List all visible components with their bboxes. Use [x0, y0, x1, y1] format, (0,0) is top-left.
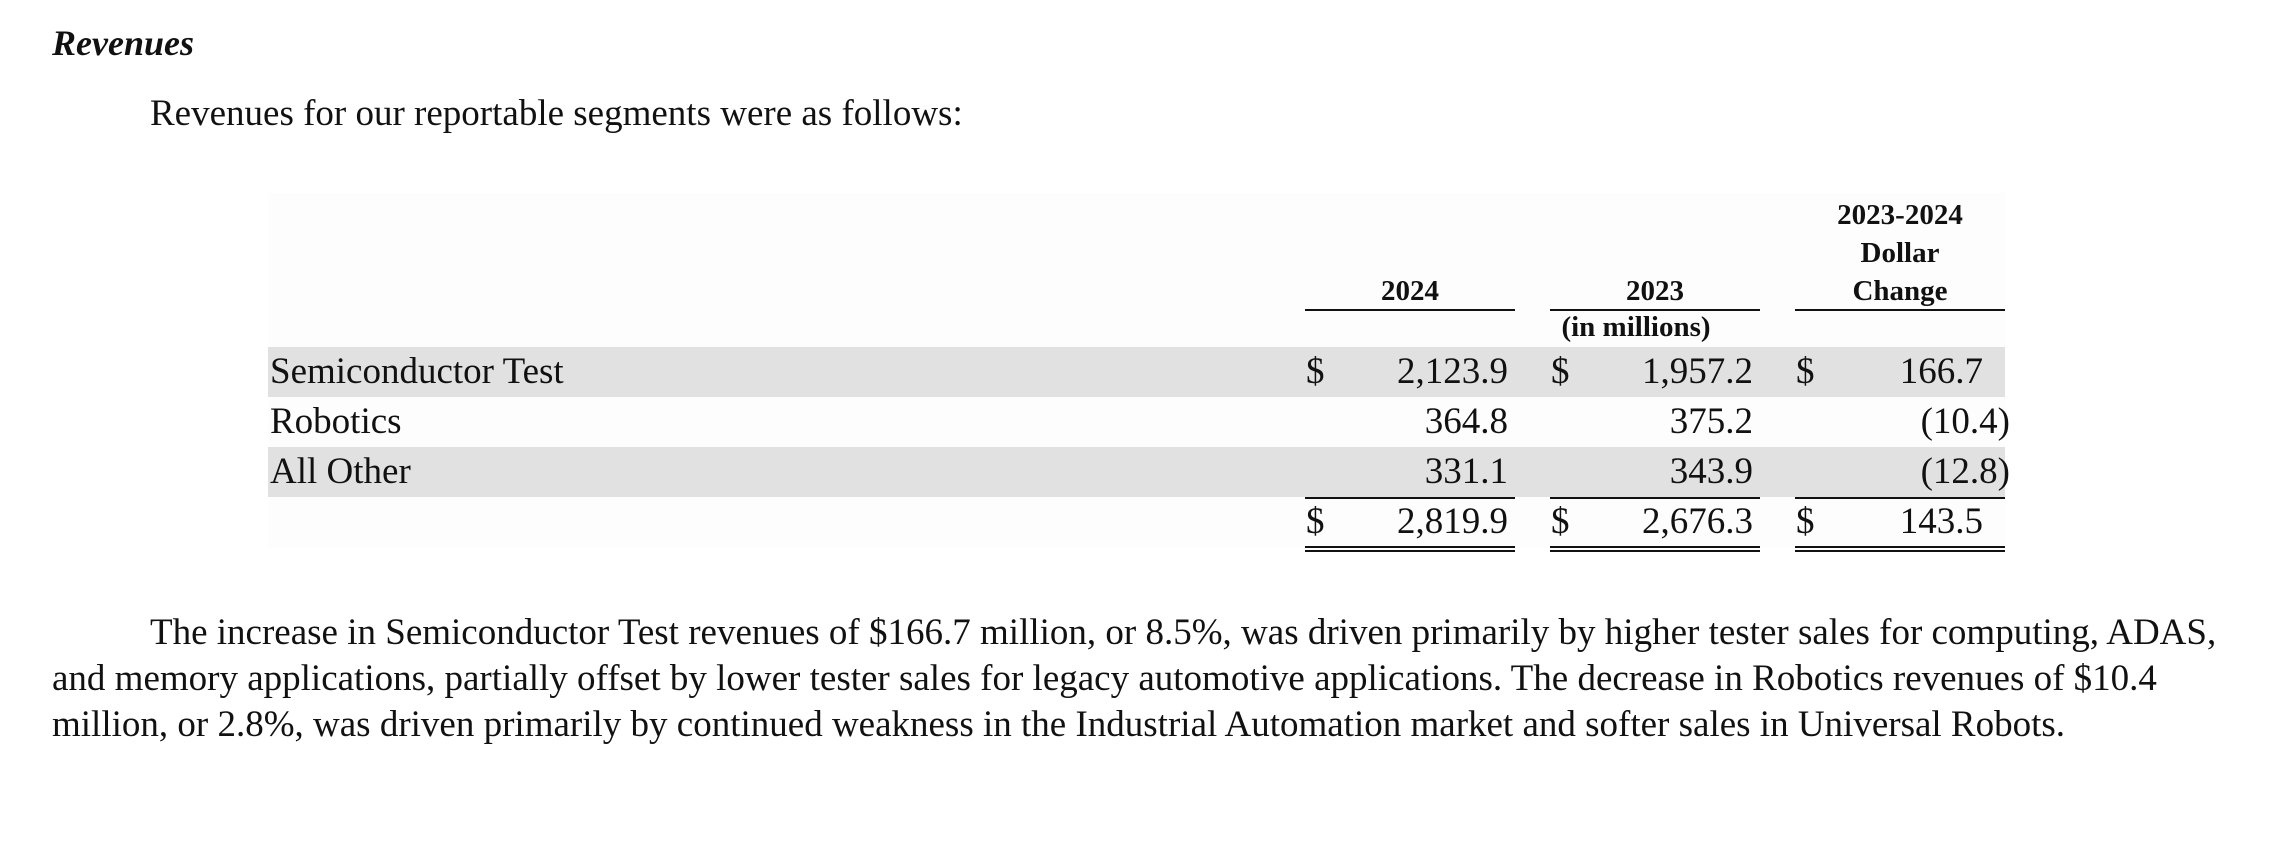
section-heading: Revenues — [52, 23, 194, 63]
row-label-robotics: Robotics — [270, 401, 402, 442]
total-double-rule-2024 — [1305, 546, 1515, 552]
column-header-change-line1: 2023-2024 — [1837, 199, 1963, 231]
value-2023: 1,957.2 — [1642, 351, 1753, 392]
value-change: (10.4) — [1920, 401, 2010, 442]
header-underline-change — [1795, 309, 2005, 311]
row-label-all-other: All Other — [270, 451, 411, 492]
column-header-2023: 2023 — [1626, 275, 1684, 307]
value-change: (12.8) — [1920, 451, 2010, 492]
value-2024: 2,123.9 — [1397, 351, 1508, 392]
currency-sign: $ — [1551, 351, 1570, 392]
units-label: (in millions) — [1561, 311, 1711, 343]
total-2024: 2,819.9 — [1397, 501, 1508, 542]
total-double-rule-2023 — [1550, 546, 1760, 552]
column-header-2024: 2024 — [1381, 275, 1439, 307]
total-double-rule-change — [1795, 546, 2005, 552]
column-header-change-line2: Dollar — [1860, 237, 1940, 269]
value-2023: 375.2 — [1669, 401, 1753, 442]
value-2024: 331.1 — [1424, 451, 1508, 492]
header-underline-2024 — [1305, 309, 1515, 311]
intro-text: Revenues for our reportable segments were as follows: — [150, 93, 963, 134]
value-2023: 343.9 — [1669, 451, 1753, 492]
total-2023: 2,676.3 — [1642, 501, 1753, 542]
row-label-semiconductor-test: Semiconductor Test — [270, 351, 564, 392]
currency-sign: $ — [1306, 501, 1325, 542]
currency-sign: $ — [1551, 501, 1570, 542]
currency-sign: $ — [1796, 351, 1815, 392]
currency-sign: $ — [1306, 351, 1325, 392]
currency-sign: $ — [1796, 501, 1815, 542]
total-change: 143.5 — [1899, 501, 1983, 542]
value-2024: 364.8 — [1424, 401, 1508, 442]
column-header-change-line3: Change — [1852, 275, 1948, 307]
value-change: 166.7 — [1899, 351, 1983, 392]
explanation-paragraph: The increase in Semiconductor Test revenues of $166.7 million, or 8.5%, was driven primarily by higher tester sales for computing, ADAS, and memory applications, partially offset by lower tester sales for legacy automotive applications. The decrease in Robotics revenues of $10.4 million, or 2.8%, was driven primarily by continued weakness in the Industrial Automation market and softer sales in Universal Robots. — [52, 612, 2217, 745]
